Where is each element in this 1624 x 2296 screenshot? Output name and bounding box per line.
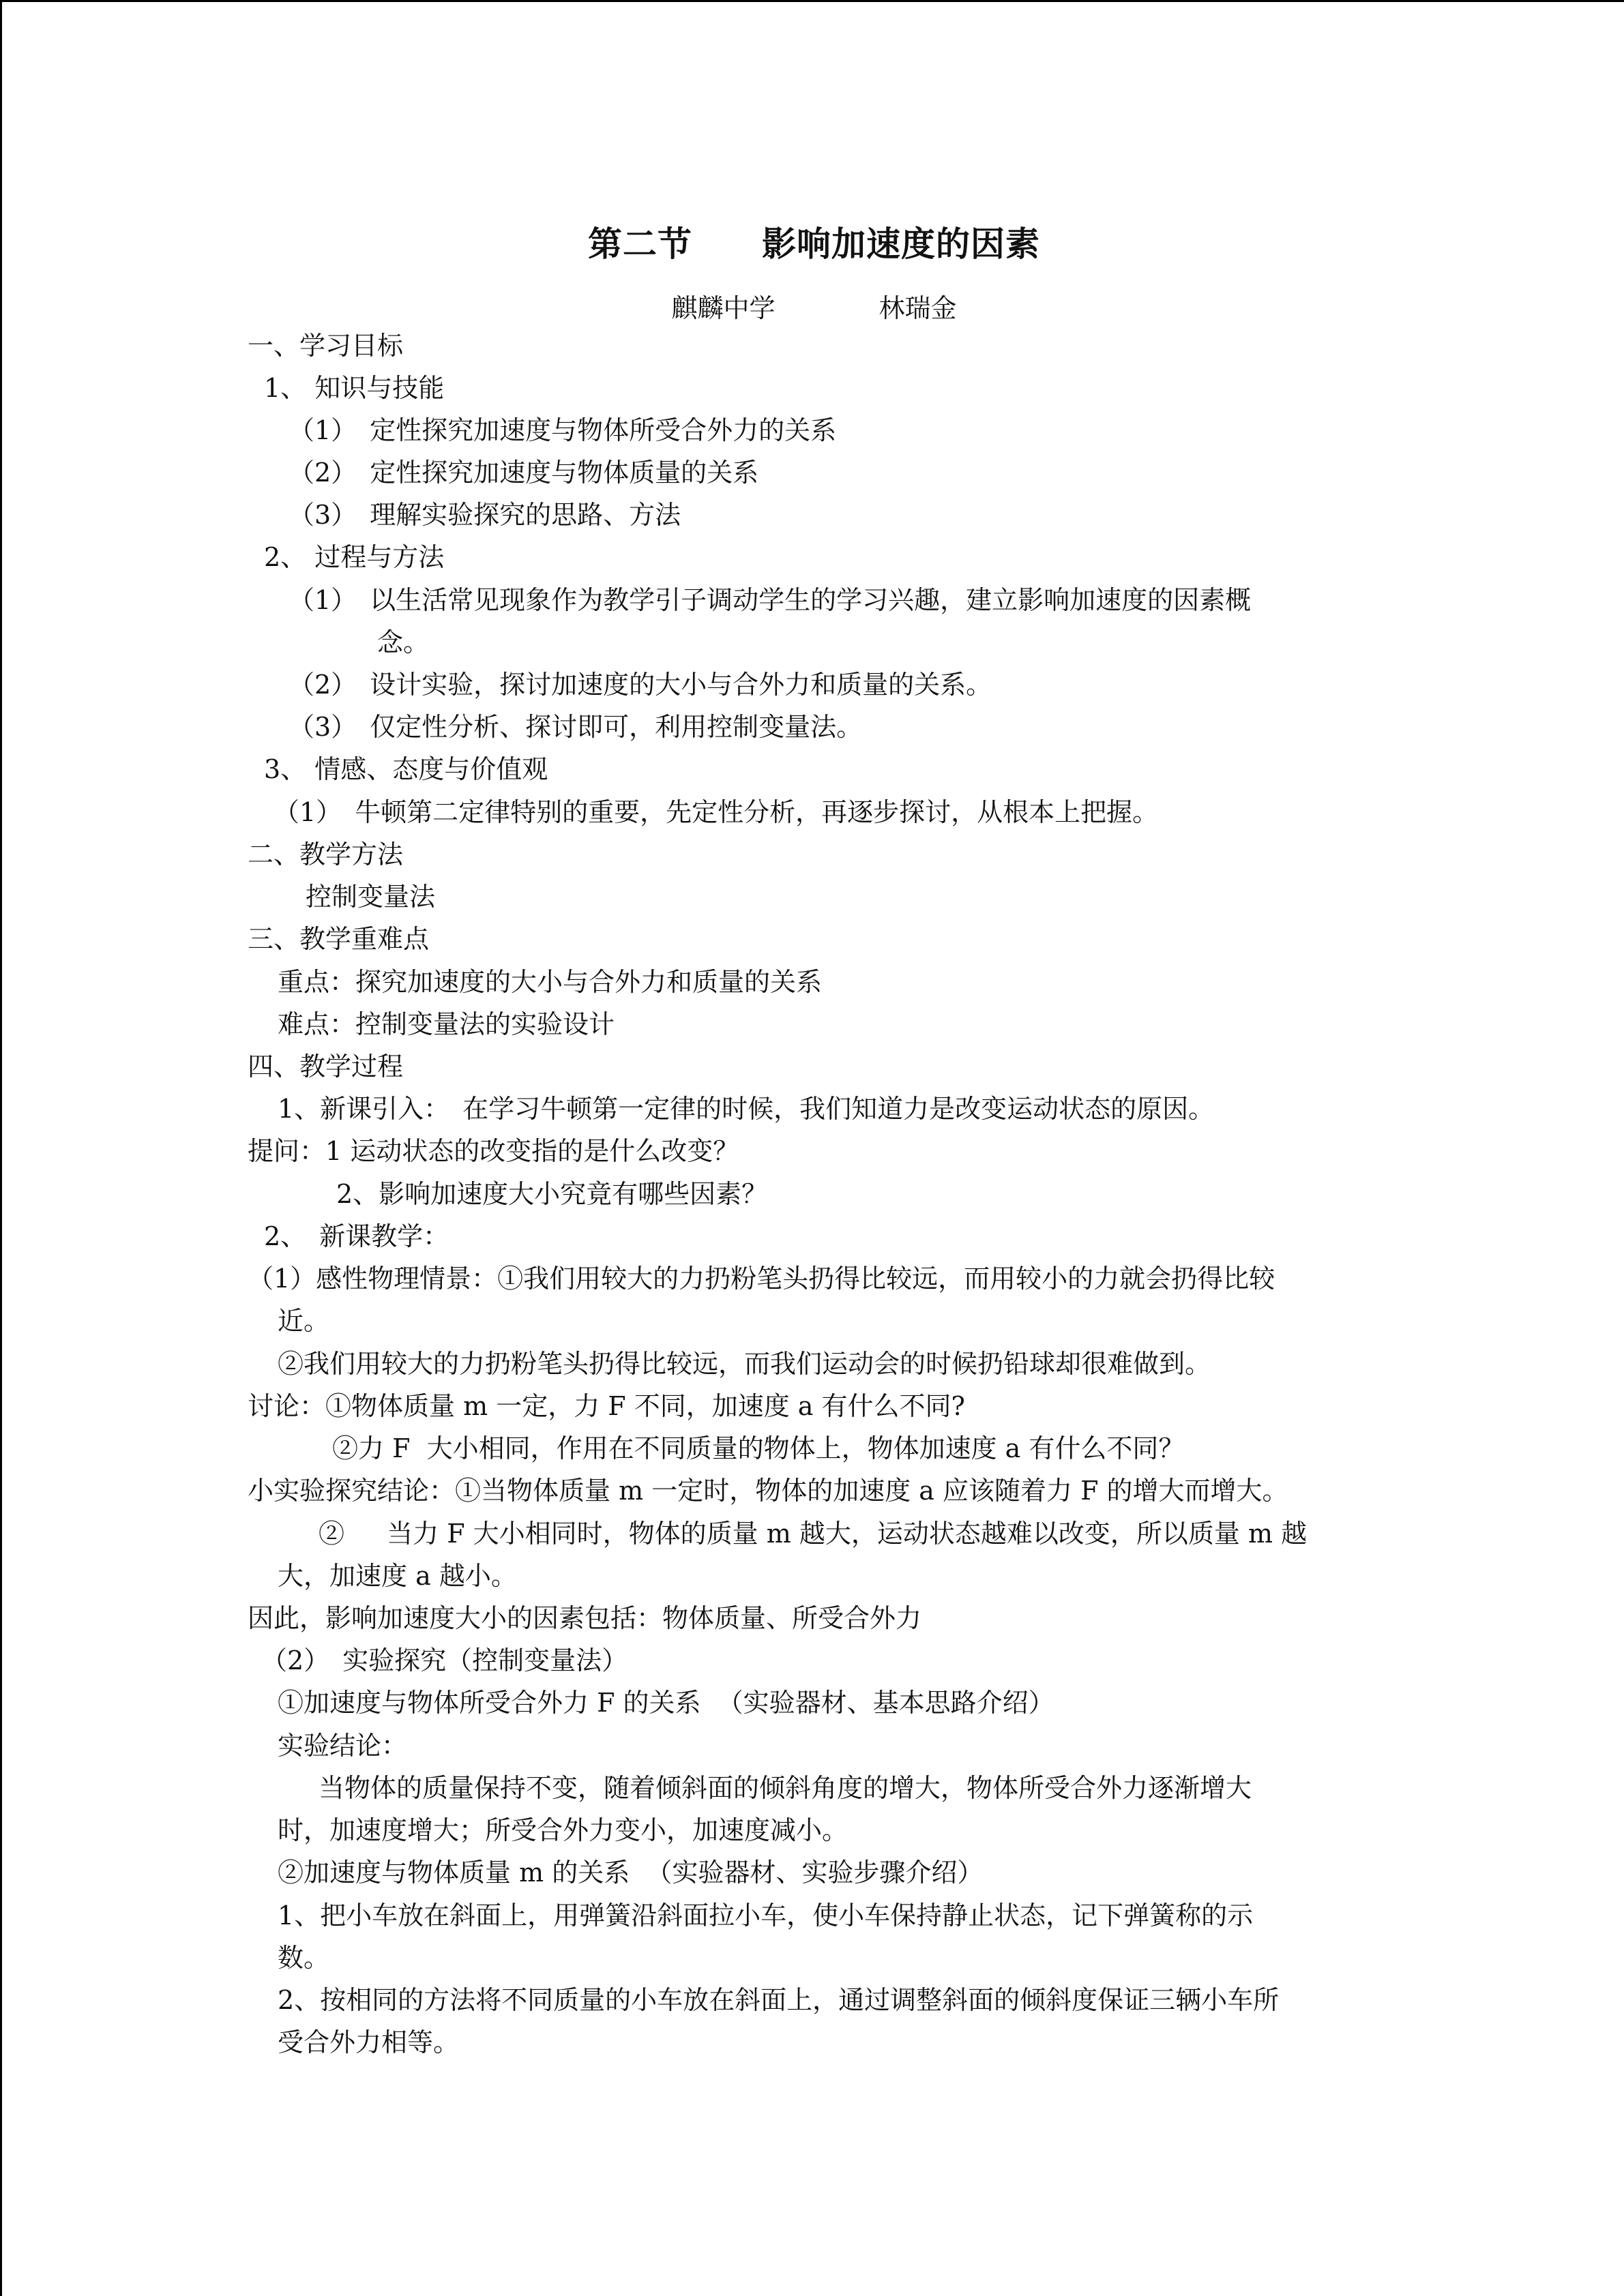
text-line: 三、教学重难点 [248,924,430,954]
text-line: 大，加速度 a 越小。 [278,1561,517,1591]
text-line: 3、 情感、态度与价值观 [264,754,548,784]
text-line: ② 当力 F 大小相同时，物体的质量 m 越大，运动状态越难以改变，所以质量 m 越 [319,1519,1308,1549]
text-line: 提问：1 运动状态的改变指的是什么改变？ [248,1136,739,1166]
text-line: 2、按相同的方法将不同质量的小车放在斜面上，通过调整斜面的倾斜度保证三辆小车所 [278,1985,1280,2015]
text-line: 数。 [278,1943,330,1973]
text-line: ②我们用较大的力扔粉笔头扔得比较远，而我们运动会的时候扔铅球却很难做到。 [278,1349,1211,1379]
text-line: 念。 [377,627,430,657]
text-line: 1、新课引入： 在学习牛顿第一定律的时候，我们知道力是改变运动状态的原因。 [278,1094,1215,1124]
text-line: （1） 以生活常见现象作为教学引子调动学生的学习兴趣，建立影响加速度的因素概 [289,585,1252,615]
text-line: 2、 过程与方法 [264,542,445,572]
text-line: 四、教学过程 [248,1052,404,1082]
text-line: 近。 [278,1306,330,1336]
text-line: （1） 牛顿第二定律特别的重要，先定性分析，再逐步探讨，从根本上把握。 [274,797,1159,827]
text-line: （1）感性物理情景：①我们用较大的力扔粉笔头扔得比较远，而用较小的力就会扔得比较 [248,1264,1275,1294]
text-line: 2、影响加速度大小究竟有哪些因素？ [336,1179,768,1209]
text-line: 实验结论： [278,1731,408,1761]
text-line: 一、学习目标 [248,331,404,361]
text-line: ②加速度与物体质量 m 的关系 （实验器材、实验步骤介绍） [278,1858,984,1888]
text-line: 控制变量法 [306,882,436,912]
text-line: （2） 实验探究（控制变量法） [261,1645,628,1675]
text-line: （1） 定性探究加速度与物体所受合外力的关系 [289,415,837,445]
author-byline: 麒麟中学 林瑞金 [671,293,957,323]
text-line: 难点：控制变量法的实验设计 [278,1009,615,1039]
text-line: 2、 新课教学： [264,1221,449,1251]
text-line: （2） 定性探究加速度与物体质量的关系 [289,458,759,488]
text-line: （3） 理解实验探究的思路、方法 [289,500,681,530]
text-line: 二、教学方法 [248,839,404,869]
text-line: 受合外力相等。 [278,2027,460,2057]
text-line: 1、把小车放在斜面上，用弹簧沿斜面拉小车，使小车保持静止状态，记下弹簧称的示 [278,1900,1254,1930]
text-line: （3） 仅定性分析、探讨即可，利用控制变量法。 [289,712,863,742]
text-line: 当物体的质量保持不变，随着倾斜面的倾斜角度的增大，物体所受合外力逐渐增大 [319,1773,1252,1803]
text-line: 小实验探究结论：①当物体质量 m 一定时，物体的加速度 a 应该随着力 F 的增大而增大。 [248,1476,1288,1506]
text-line: ①加速度与物体所受合外力 F 的关系 （实验器材、基本思路介绍） [278,1688,1054,1718]
text-line: （2） 设计实验，探讨加速度的大小与合外力和质量的关系。 [289,670,992,700]
text-line: 1、 知识与技能 [264,373,445,403]
text-line: 因此，影响加速度大小的因素包括：物体质量、所受合外力 [248,1603,922,1633]
text-line: 重点：探究加速度的大小与合外力和质量的关系 [278,967,823,997]
text-line: ②力 F 大小相同，作用在不同质量的物体上，物体加速度 a 有什么不同？ [332,1433,1185,1463]
page-title: 第二节 影响加速度的因素 [588,224,1040,264]
text-line: 讨论：①物体质量 m 一定，力 F 不同，加速度 a 有什么不同? [248,1391,965,1421]
text-line: 时，加速度增大；所受合外力变小，加速度减小。 [278,1815,848,1845]
